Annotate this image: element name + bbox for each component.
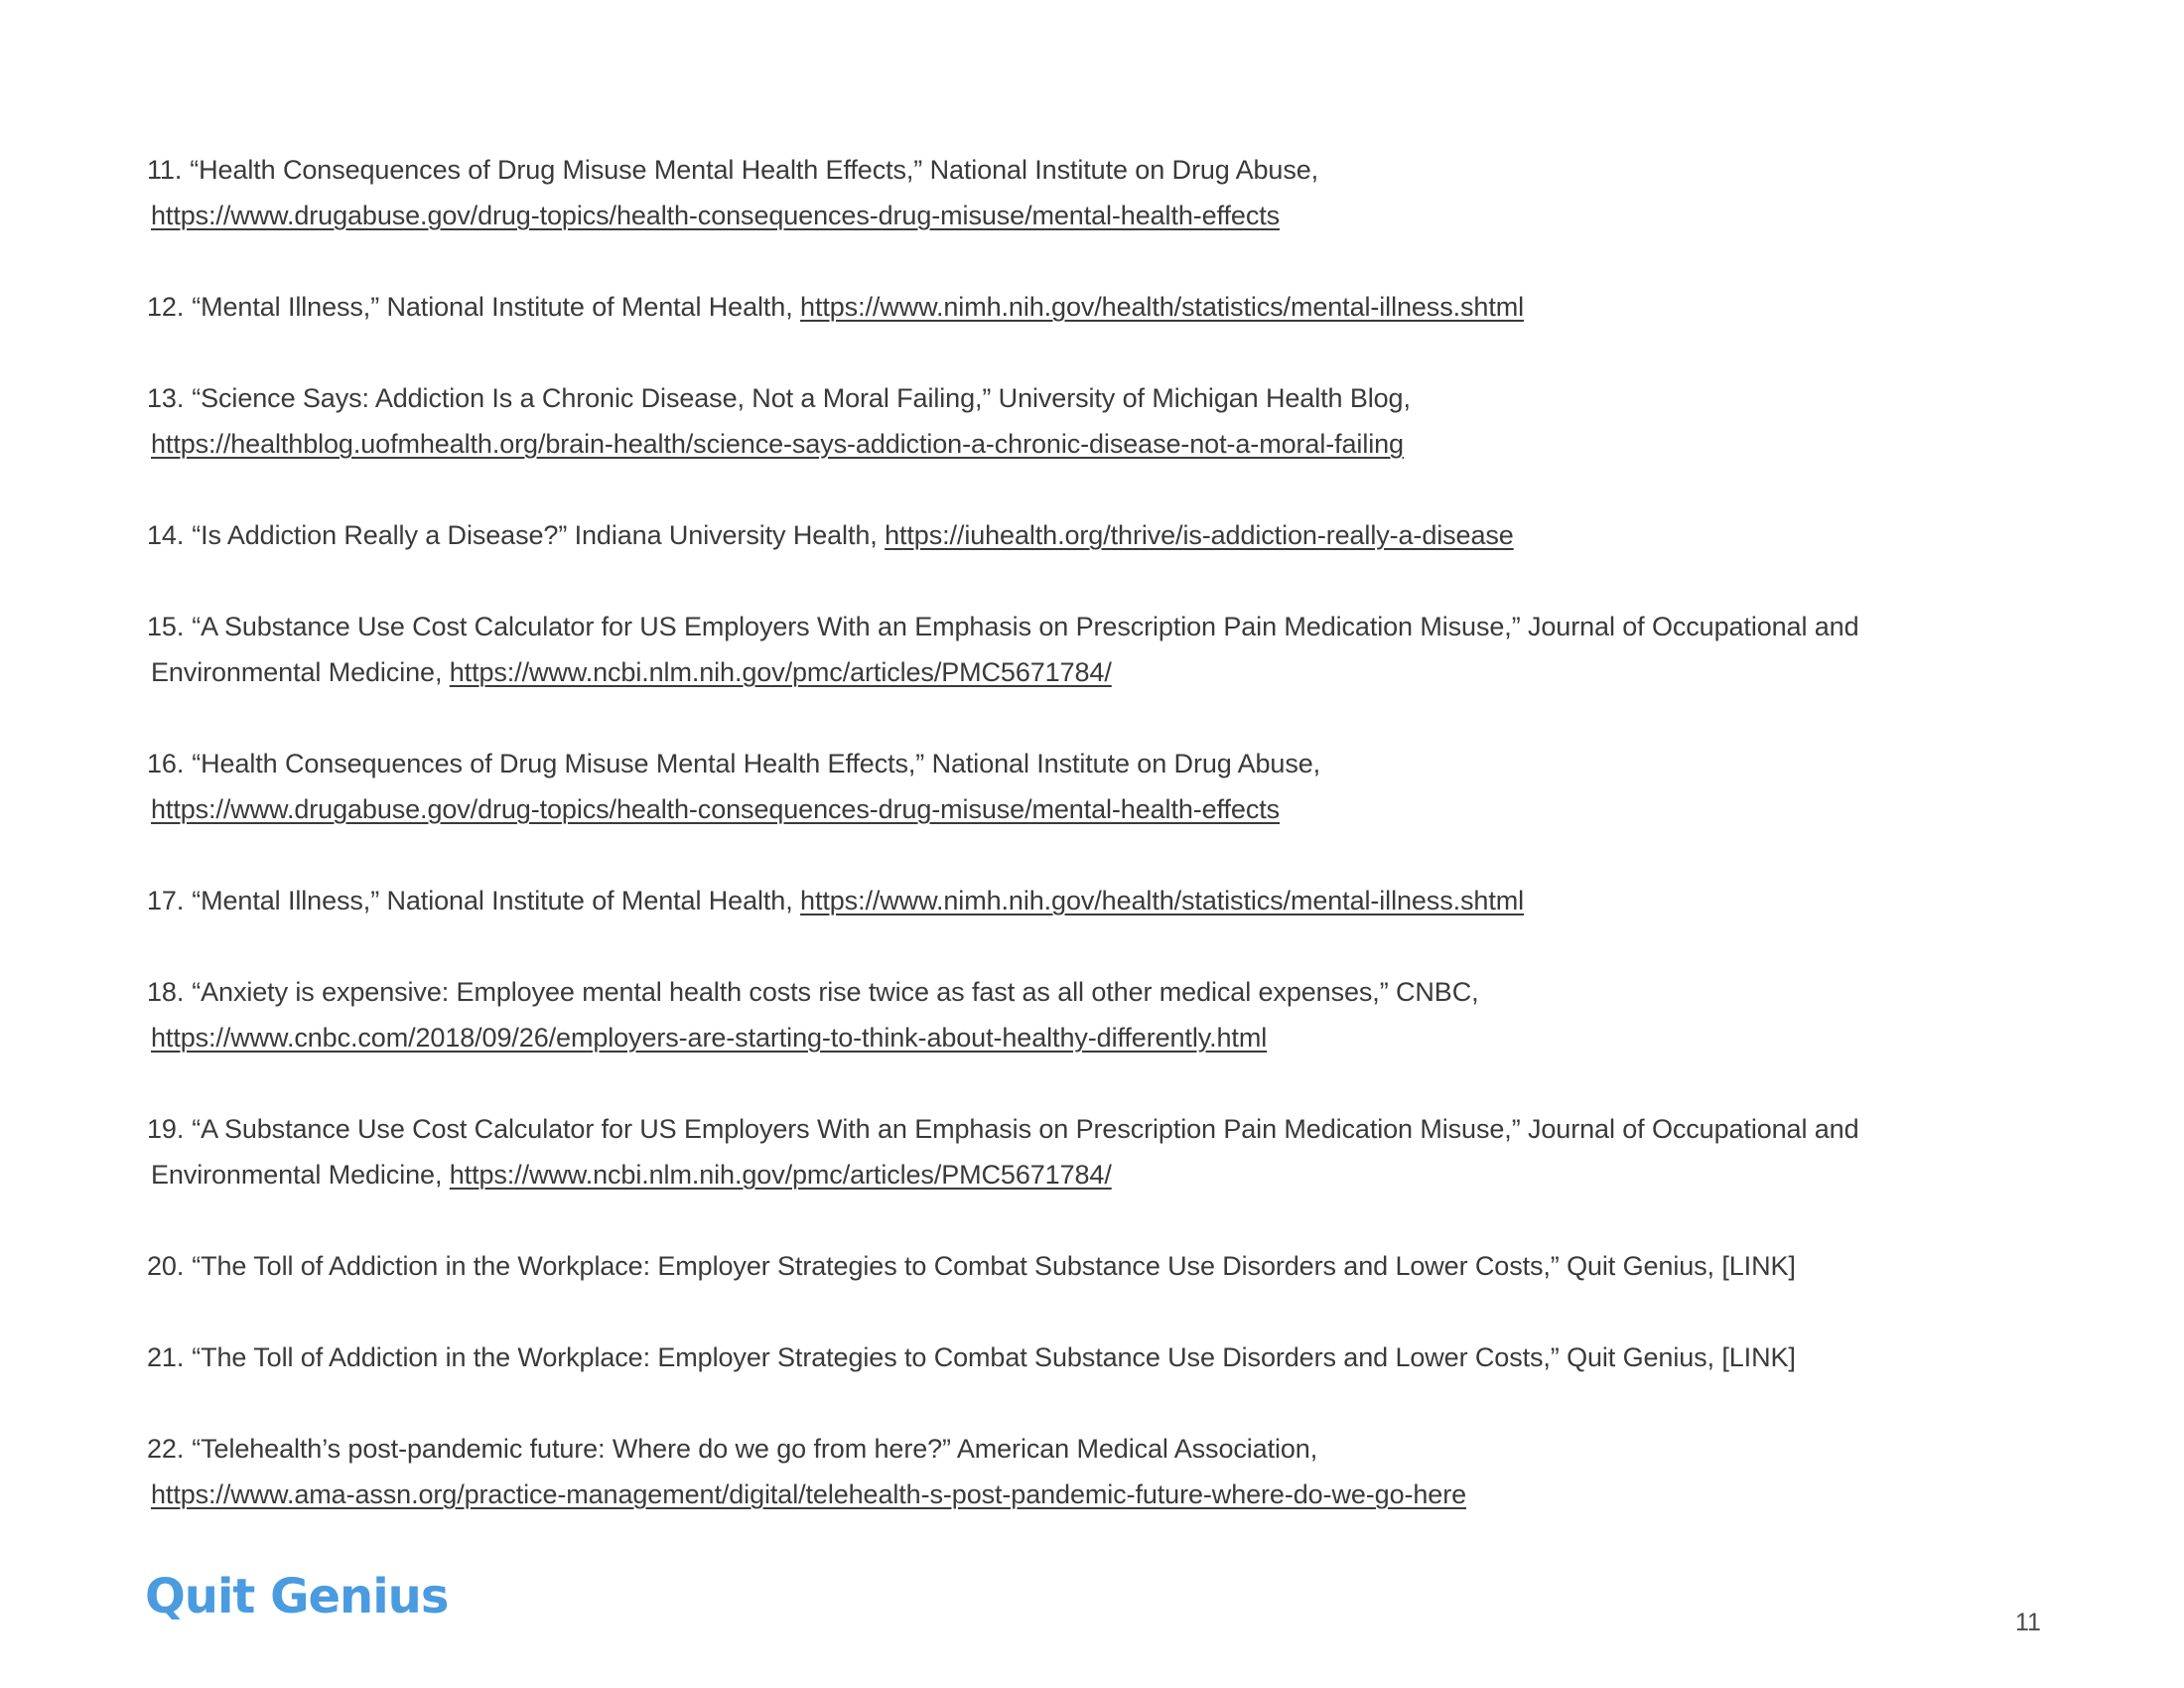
reference-text-continued: Environmental Medicine, [151,657,443,687]
reference-item-15 [147,604,2033,695]
reference-number: 16. [147,749,185,778]
reference-text: “Anxiety is expensive: Employee mental health costs rise twice as fast as all other medical expenses,” CNBC, [192,977,1479,1007]
reference-link[interactable]: https://iuhealth.org/thrive/is-addiction-really-a-disease [885,520,1514,550]
reference-item-19 [147,1106,2033,1197]
reference-link[interactable]: https://www.drugabuse.gov/drug-topics/health-consequences-drug-misuse/mental-health-effects [151,201,1281,230]
reference-text: “Mental Illness,” National Institute of Mental Health, [192,886,793,915]
reference-number: 18. [147,977,185,1007]
reference-number: 17. [147,886,185,915]
reference-item-21 [147,1335,2033,1380]
reference-item-12 [147,284,2033,330]
reference-item-14 [147,512,2033,558]
reference-link[interactable]: https://www.ama-assn.org/practice-management/digital/telehealth-s-post-pandemic-future-where-do-we-go-here [151,1479,1467,1509]
reference-text: “The Toll of Addiction in the Workplace: Employer Strategies to Combat Substance Use Disorders and Lower Costs,” Quit Genius, [LINK] [192,1251,1796,1281]
reference-link[interactable]: https://www.ncbi.nlm.nih.gov/pmc/articles/PMC5671784/ [449,657,1112,687]
reference-number: 21. [147,1342,185,1372]
reference-text: “A Substance Use Cost Calculator for US Employers With an Emphasis on Prescription Pain Medication Misuse,” Journal of Occupational and [192,612,1859,641]
reference-number: 22. [147,1434,185,1464]
reference-number: 14. [147,520,185,550]
reference-number: 12. [147,292,185,322]
reference-link[interactable]: https://www.cnbc.com/2018/09/26/employers-are-starting-to-think-about-healthy-differently.html [151,1023,1268,1053]
reference-text: “Health Consequences of Drug Misuse Mental Health Effects,” National Institute on Drug Abuse, [190,155,1319,185]
reference-link[interactable]: https://www.nimh.nih.gov/health/statistics/mental-illness.shtml [800,886,1525,915]
reference-link[interactable]: https://www.ncbi.nlm.nih.gov/pmc/articles/PMC5671784/ [449,1160,1112,1190]
reference-item-13 [147,375,2033,467]
reference-text: “Telehealth’s post-pandemic future: Where do we go from here?” American Medical Association, [192,1434,1318,1464]
reference-item-17 [147,878,2033,923]
reference-list [147,147,2033,1563]
reference-item-16 [147,741,2033,832]
reference-item-22 [147,1426,2033,1517]
reference-number: 11. [147,155,183,185]
reference-text: “Health Consequences of Drug Misuse Mental Health Effects,” National Institute on Drug Abuse, [192,749,1321,778]
reference-text: “Mental Illness,” National Institute of Mental Health, [192,292,793,322]
reference-number: 15. [147,612,185,641]
reference-text: “The Toll of Addiction in the Workplace: Employer Strategies to Combat Substance Use Disorders and Lower Costs,” Quit Genius, [LINK] [192,1342,1796,1372]
reference-item-18 [147,969,2033,1060]
reference-text: “Science Says: Addiction Is a Chronic Disease, Not a Moral Failing,” University of Michigan Health Blog, [192,383,1411,413]
reference-number: 19. [147,1114,185,1144]
reference-text: “Is Addiction Really a Disease?” Indiana University Health, [192,520,878,550]
reference-link[interactable]: https://www.nimh.nih.gov/health/statistics/mental-illness.shtml [800,292,1525,322]
reference-link[interactable]: https://www.drugabuse.gov/drug-topics/health-consequences-drug-misuse/mental-health-effects [151,794,1281,824]
reference-link[interactable]: https://healthblog.uofmhealth.org/brain-health/science-says-addiction-a-chronic-disease-not-a-moral-failing [151,429,1404,459]
reference-item-20 [147,1243,2033,1289]
reference-number: 20. [147,1251,185,1281]
page-number: 11 [2015,1609,2041,1636]
reference-item-11 [147,147,2033,238]
reference-number: 13. [147,383,185,413]
quit-genius-logo: Quit Genius [145,1569,449,1624]
reference-text: “A Substance Use Cost Calculator for US Employers With an Emphasis on Prescription Pain Medication Misuse,” Journal of Occupational and [192,1114,1859,1144]
reference-text-continued: Environmental Medicine, [151,1160,443,1190]
